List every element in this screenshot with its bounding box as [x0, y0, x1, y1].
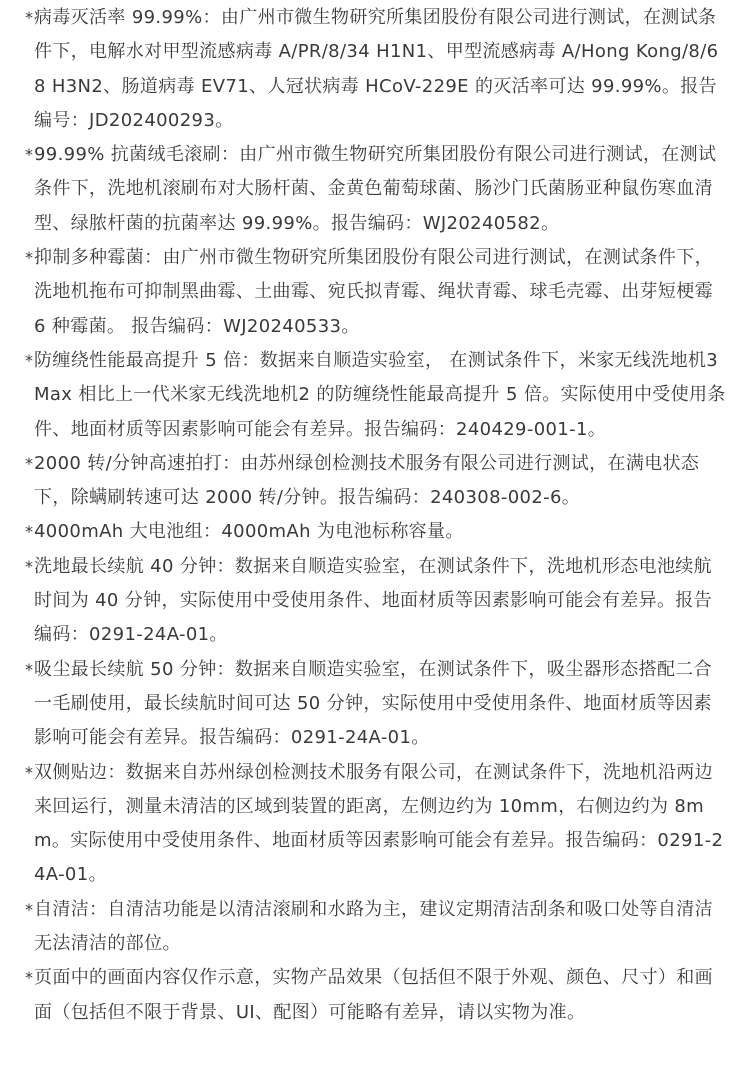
footnote-marker: *: [25, 659, 34, 679]
disclaimer-image-notice: [25, 961, 728, 1030]
disclaimer-text: 防缠绕性能最高提升 5 倍：数据来自顺造实验室， 在测试条件下，米家无线洗地机3 Max 相比上一代米家无线洗地机2 的防缠绕性能最高提升 5 倍。实际使用中受使用条件、地面材质等因素影响可能会有差异。报告编码：240429-001-1。: [34, 349, 726, 440]
disclaimer-text: 抑制多种霉菌：由广州市微生物研究所集团股份有限公司进行测试，在测试条件下，洗地机拖布可抑制黑曲霉、土曲霉、宛氏拟青霉、绳状青霉、球毛壳霉、出芽短梗霉 6 种霉菌。 报告编码：WJ20240533。: [34, 247, 713, 337]
disclaimer-battery-capacity: [25, 515, 728, 549]
disclaimer-text: 自清洁：自清洁功能是以清洁滚刷和水路为主，建议定期清洁刮条和吸口处等自清洁无法清洁的部位。: [34, 898, 713, 955]
footnote-marker: *: [25, 8, 34, 27]
footnote-marker: *: [25, 350, 34, 370]
disclaimer-virus-inactivation: [25, 1, 728, 138]
disclaimer-text: 页面中的画面内容仅作示意，实物产品效果（包括但不限于外观、颜色、尺寸）和画面（包括但不限于背景、UI、配图）可能略有差异，请以实物为准。: [34, 967, 713, 1023]
disclaimer-text: 99.99% 抗菌绒毛滚刷：由广州市微生物研究所集团股份有限公司进行测试，在测试条件下，洗地机滚刷布对大肠杆菌、金黄色葡萄球菌、肠沙门氏菌肠亚种鼠伤寒血清型、绿脓杆菌的抗菌率达 99.99%。报告编码：WJ20240582。: [34, 144, 717, 234]
disclaimer-edge-cleaning: [25, 756, 728, 893]
disclaimer-text: 吸尘最长续航 50 分钟：数据来自顺造实验室，在测试条件下，吸尘器形态搭配二合一毛刷使用，最长续航时间可达 50 分钟，实际使用中受使用条件、地面材质等因素影响可能会有差异。报告编码：0291-24A-01。: [34, 658, 712, 749]
footnote-marker: *: [25, 899, 34, 919]
disclaimer-mopping-runtime: [25, 550, 728, 653]
disclaimer-anti-tangle: [25, 344, 728, 447]
footnote-marker: *: [25, 145, 34, 165]
disclaimer-high-speed-beating: [25, 447, 728, 516]
disclaimer-antibacterial-roller: [25, 138, 728, 241]
disclaimer-vacuum-runtime: [25, 653, 728, 756]
footnote-marker: *: [25, 556, 34, 576]
footnote-marker: *: [25, 248, 34, 268]
disclaimer-self-cleaning: [25, 893, 728, 962]
disclaimer-text: 洗地最长续航 40 分钟：数据来自顺造实验室，在测试条件下，洗地机形态电池续航时间为 40 分钟，实际使用中受使用条件、地面材质等因素影响可能会有差异。报告编码：0291-24A-01。: [34, 555, 712, 646]
disclaimer-mold-inhibition: [25, 241, 728, 344]
footnote-marker: *: [25, 453, 34, 473]
footnote-marker: *: [25, 968, 34, 988]
disclaimer-text: 病毒灭活率 99.99%：由广州市微生物研究所集团股份有限公司进行测试，在测试条件下，电解水对甲型流感病毒 A/PR/8/34 H1N1、甲型流感病毒 A/Hong Kong/8/68 H3N2、肠道病毒 EV71、人冠状病毒 HCoV-229E 的灭活率可达 99.99%。报告编号：JD202400293。: [34, 7, 719, 131]
footnote-marker: *: [25, 762, 34, 782]
disclaimer-text: 2000 转/分钟高速拍打：由苏州绿创检测技术服务有限公司进行测试，在满电状态下，除螨刷转速可达 2000 转/分钟。报告编码：240308-002-6。: [34, 452, 700, 509]
footnote-marker: *: [25, 522, 34, 542]
disclaimer-text: 4000mAh 大电池组：4000mAh 为电池标称容量。: [34, 521, 464, 543]
disclaimer-text: 双侧贴边：数据来自苏州绿创检测技术服务有限公司，在测试条件下，洗地机沿两边来回运行，测量未清洁的区域到装置的距离，左侧边约为 10mm，右侧边约为 8mm。实际使用中受使用条件、地面材质等因素影响可能会有差异。报告编码：0291-24A-01。: [34, 761, 724, 886]
